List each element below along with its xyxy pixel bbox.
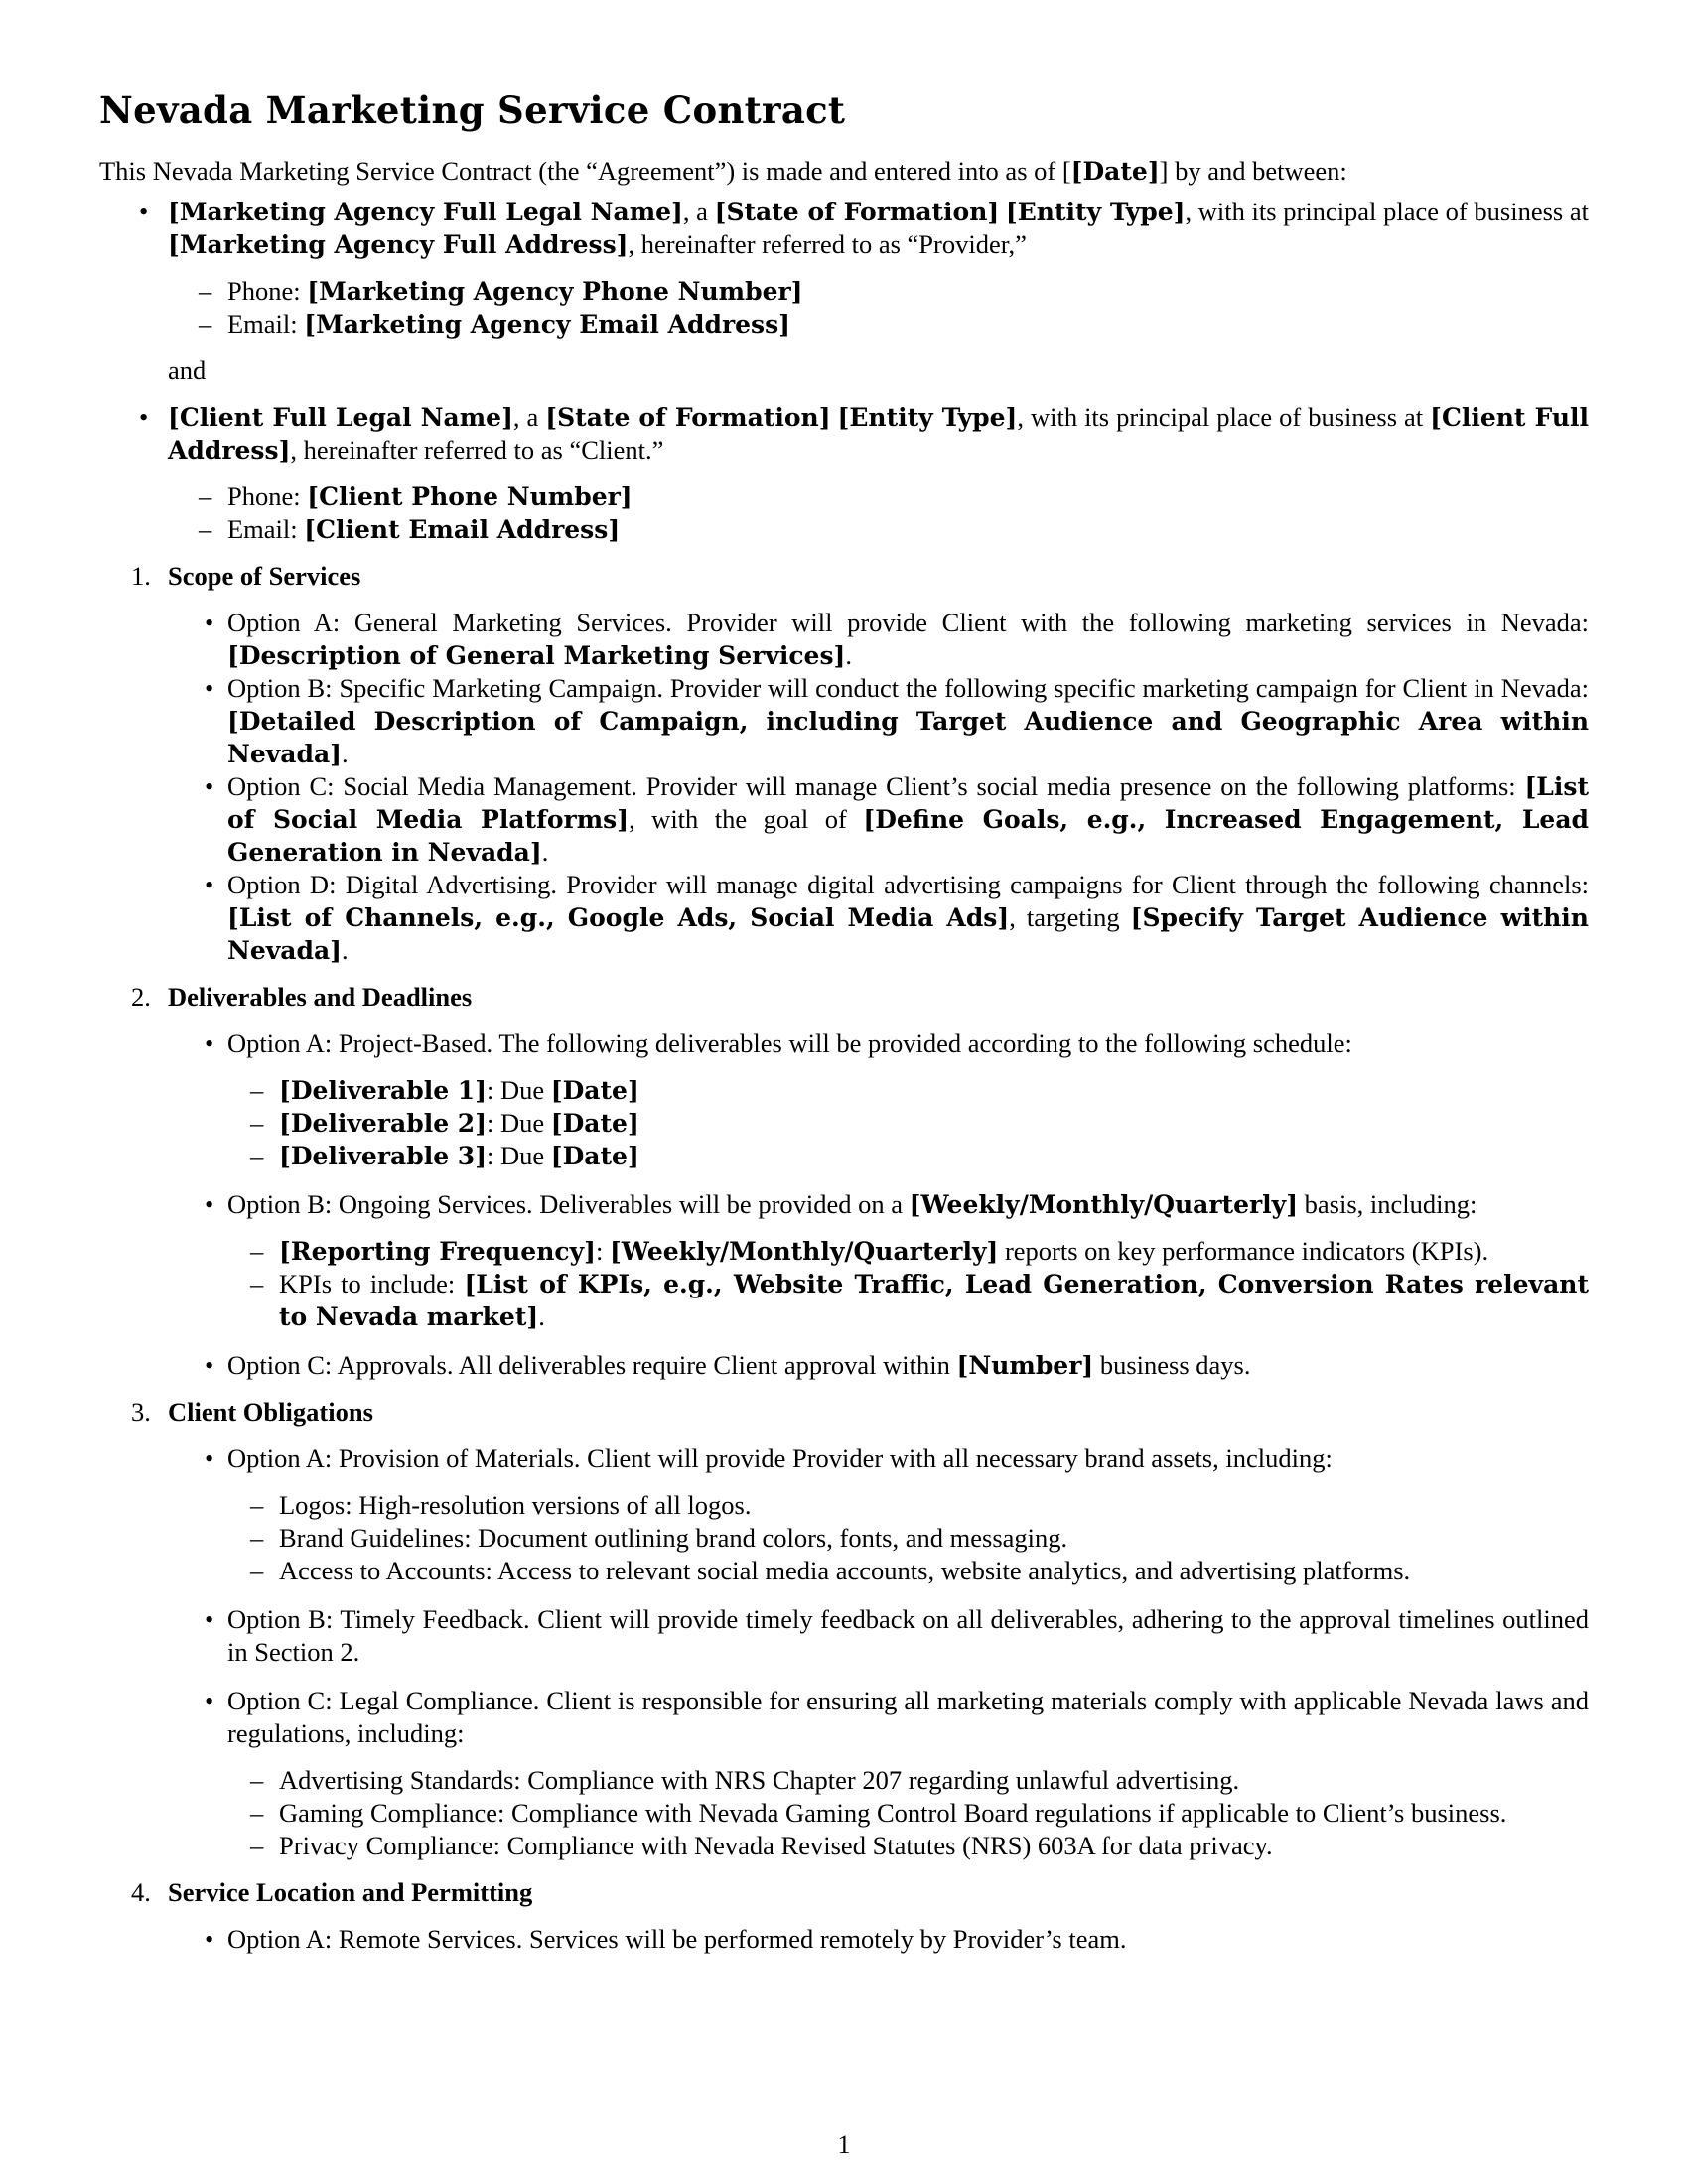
page-number: 1 (837, 2130, 851, 2159)
party-client: • [Client Full Legal Name], a [State of Formation] [Entity Type], with its principal place of business at [Client Full Address], hereinafter referred to as “Client.” (139, 402, 1590, 465)
party-provider: • [Marketing Agency Full Legal Name], a [State of Formation] [Entity Type], with its principal place of business at [Marketing Agency Full Address], hereinafter referred to as “Provider,” (139, 197, 1590, 259)
bullet-icon: • (205, 1924, 214, 1954)
section-2-option-a: • Option A: Project-Based. The following deliverables will be provided according to the following schedule: (205, 1028, 1352, 1058)
provider-email: – Email: [Marketing Agency Email Address] (199, 309, 791, 339)
client-phone: – Phone: [Client Phone Number] (199, 481, 633, 511)
deliverable-item: – [Deliverable 3]: Due [Date] (250, 1141, 639, 1170)
compliance-item: – Privacy Compliance: Compliance with Nevada Revised Statutes (NRS) 603A for data privacy. (250, 1831, 1273, 1860)
document-title: Nevada Marketing Service Contract (99, 88, 846, 132)
and-separator: and (168, 355, 207, 385)
section-heading: 1. Scope of Services (131, 561, 361, 591)
bullet-icon: • (205, 1189, 214, 1219)
compliance-item: – Gaming Compliance: Compliance with Nevada Gaming Control Board regulations if applicable to Client’s business. (250, 1798, 1507, 1828)
dash-icon: – (199, 514, 212, 544)
bullet-icon: • (205, 1350, 214, 1380)
deliverable-item: – [Deliverable 1]: Due [Date] (250, 1075, 639, 1105)
deliverable-item: – [Deliverable 2]: Due [Date] (250, 1108, 639, 1138)
document-body (99, 87, 1589, 1956)
intro-paragraph: This Nevada Marketing Service Contract (the “Agreement”) is made and entered into as of [[Date]] by and between: (99, 156, 1347, 186)
section-heading: 3. Client Obligations (131, 1397, 373, 1427)
dash-icon: – (250, 1236, 264, 1266)
dash-icon: – (250, 1141, 264, 1170)
bullet-icon: • (205, 673, 214, 703)
dash-icon: – (250, 1075, 264, 1105)
provider-phone: – Phone: [Marketing Agency Phone Number] (199, 276, 803, 306)
bullet-icon: • (205, 771, 214, 801)
dash-icon: – (250, 1490, 264, 1520)
compliance-item: – Advertising Standards: Compliance with NRS Chapter 207 regarding unlawful advertising. (250, 1765, 1240, 1795)
section-1-option-b: • Option B: Specific Marketing Campaign. Provider will conduct the following specific marketing campaign for Client in Nevada: [Detailed Description of Campaign, including Target Audience and Geographic Area within Nevada]. (205, 673, 1589, 768)
bullet-icon: • (205, 1604, 214, 1634)
intro-date-placeholder: [Date] (1070, 157, 1160, 186)
section-2-option-c: • Option C: Approvals. All deliverables require Client approval within [Number] business days. (205, 1350, 1251, 1380)
section-2-option-b: • Option B: Ongoing Services. Deliverables will be provided on a [Weekly/Monthly/Quarterly] basis, including: (205, 1189, 1477, 1219)
section-4-option-a: • Option A: Remote Services. Services will be performed remotely by Provider’s team. (205, 1924, 1127, 1954)
dash-icon: – (250, 1269, 264, 1298)
dash-icon: – (199, 481, 212, 511)
bullet-icon: • (139, 402, 149, 432)
bullet-icon: • (205, 608, 214, 637)
dash-icon: – (250, 1523, 264, 1553)
dash-icon: – (250, 1556, 264, 1585)
section-3-option-c: • Option C: Legal Compliance. Client is responsible for ensuring all marketing materials comply with applicable Nevada laws and regulations, including: (205, 1686, 1589, 1748)
dash-icon: – (250, 1765, 264, 1795)
client-email: – Email: [Client Email Address] (199, 514, 621, 544)
section-1-option-d: • Option D: Digital Advertising. Provider will manage digital advertising campaigns for Client through the following channels: [List of Channels, e.g., Google Ads, Social Media Ads], targeting [Specify Target Audience within Nevada]. (205, 870, 1589, 965)
dash-icon: – (199, 309, 212, 339)
bullet-icon: • (205, 1028, 214, 1058)
kpi-item: – KPIs to include: [List of KPIs, e.g., Website Traffic, Lead Generation, Conversion Rates relevant to Nevada market]. (250, 1269, 1589, 1331)
bullet-icon: • (205, 1443, 214, 1473)
section-1-option-a: • Option A: General Marketing Services. Provider will provide Client with the following marketing services in Nevada: [Description of General Marketing Services]. (205, 608, 1589, 670)
section-3-option-a: • Option A: Provision of Materials. Client will provide Provider with all necessary brand assets, including: (205, 1443, 1333, 1473)
brand-asset-item: – Logos: High-resolution versions of all logos. (250, 1490, 752, 1520)
dash-icon: – (250, 1798, 264, 1828)
reporting-frequency-item: – [Reporting Frequency]: [Weekly/Monthly/Quarterly] reports on key performance indicators (KPIs). (250, 1236, 1489, 1266)
section-heading: 4. Service Location and Permitting (131, 1877, 533, 1907)
section-heading: 2. Deliverables and Deadlines (131, 982, 473, 1012)
brand-asset-item: – Brand Guidelines: Document outlining brand colors, fonts, and messaging. (250, 1523, 1068, 1553)
section-1-option-c: • Option C: Social Media Management. Provider will manage Client’s social media presence on the following platforms: [List of Social Media Platforms], with the goal of [Define Goals, e.g., Increased Engagement, Lead Generation in Nevada]. (205, 771, 1590, 867)
dash-icon: – (199, 276, 212, 306)
brand-asset-item: – Access to Accounts: Access to relevant social media accounts, website analytics, and advertising platforms. (250, 1556, 1411, 1585)
bullet-icon: • (139, 197, 149, 226)
dash-icon: – (250, 1108, 264, 1138)
section-3-option-b: • Option B: Timely Feedback. Client will provide timely feedback on all deliverables, adhering to the approval timelines outlined in Section 2. (205, 1604, 1589, 1667)
bullet-icon: • (205, 870, 214, 899)
bullet-icon: • (205, 1686, 214, 1715)
dash-icon: – (250, 1831, 264, 1860)
